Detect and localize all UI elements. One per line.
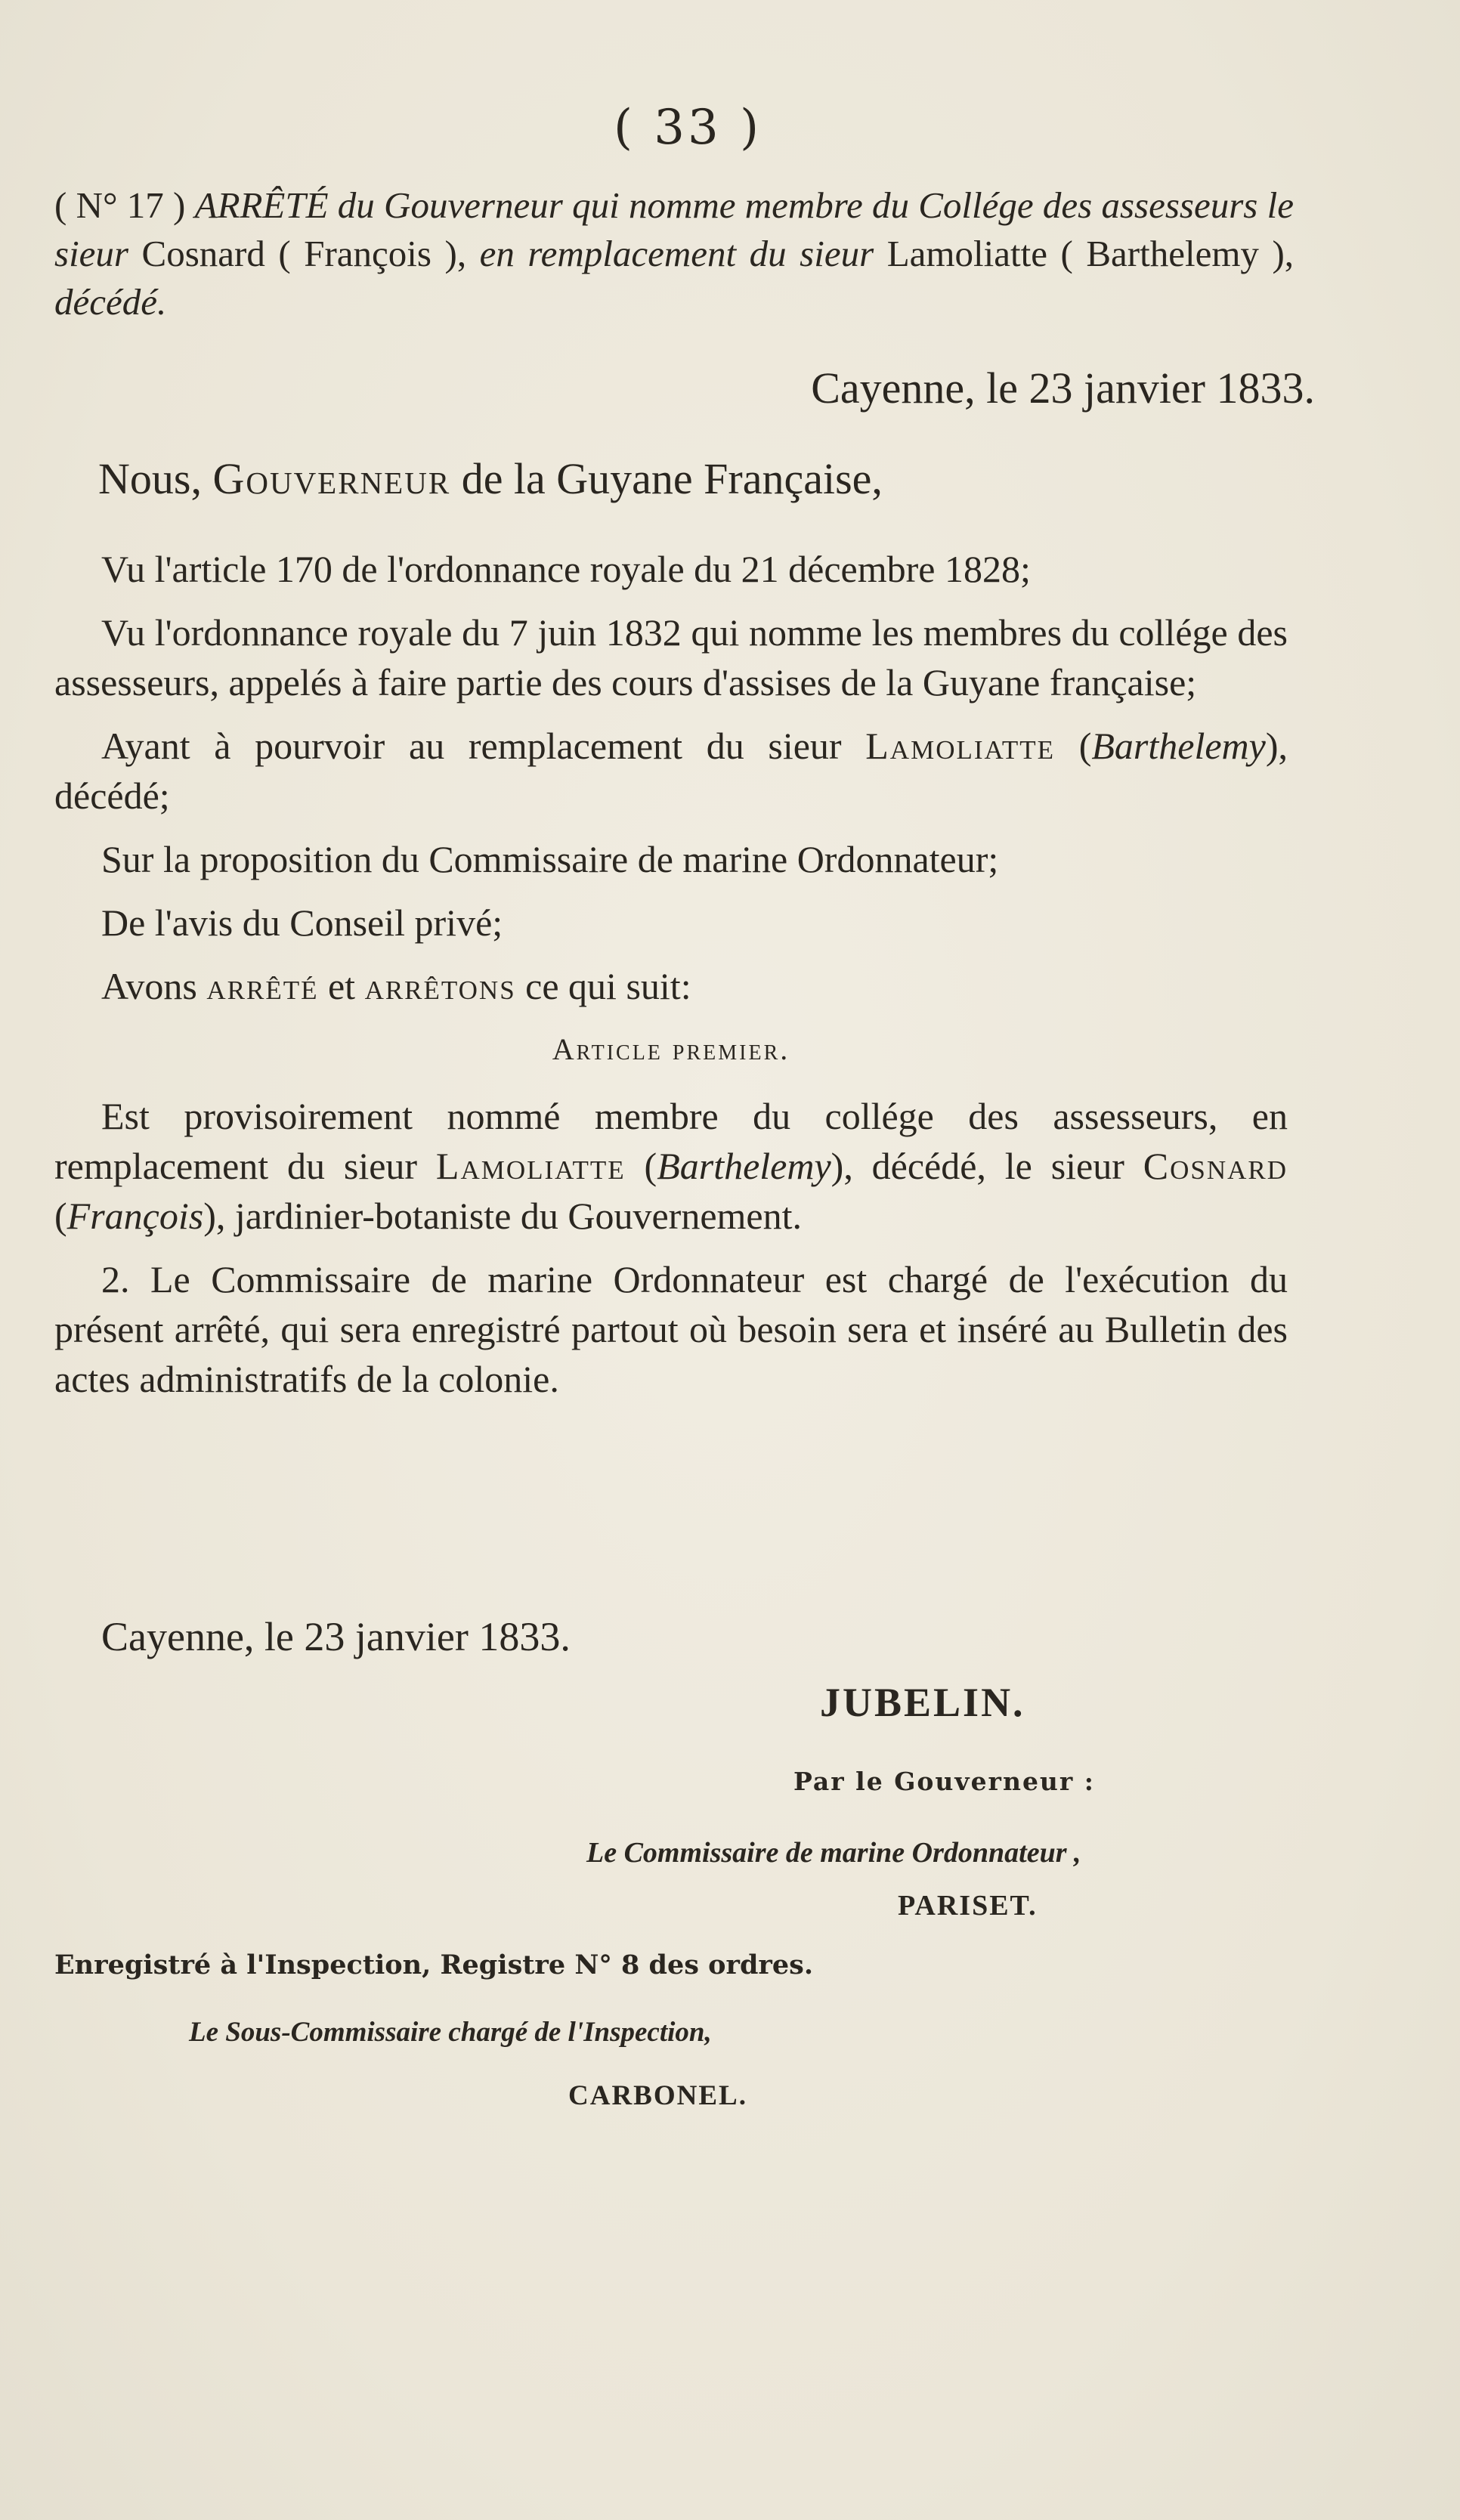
paragraph-vu-article: Vu l'article 170 de l'ordonnance royale du 21 décembre 1828; [101, 548, 1031, 590]
par-le-gouverneur: Par le Gouverneur : [793, 1767, 1095, 1796]
p7-open-2: ( [54, 1195, 67, 1237]
decree-body [54, 544, 1288, 1418]
p3-name: Lamoliatte [865, 725, 1056, 767]
p7-a: Est provisoirement nommé membre du collége des assesseurs, en remplacement du sieur [54, 1095, 1288, 1187]
p7-b: ), décédé, le sieur [831, 1145, 1124, 1187]
paragraph-avis-conseil: De l'avis du Conseil privé; [101, 901, 503, 944]
p3-open: ( [1078, 725, 1092, 767]
decree-heading [54, 181, 1294, 326]
p3-post: ), décédé; [54, 725, 1288, 817]
nous-title: Gouverneur [212, 454, 451, 503]
paragraph-sur-proposition: Sur la proposition du Commissaire de marine Ordonnateur; [101, 838, 999, 880]
sous-commissaire-signature: CARBONEL. [568, 2080, 747, 2111]
heading-text-1: ARRÊTÉ du Gouverneur qui nomme membre du Collége des assesseurs le sieur [54, 184, 1294, 274]
p3-first: Barthelemy [1091, 725, 1266, 767]
p3-pre: Ayant à pourvoir au remplacement du sieur [101, 725, 842, 767]
heading-text-3: décédé. [54, 281, 167, 323]
heading-name-cosnard: Cosnard [141, 233, 265, 274]
heading-text-2: en remplacement du sieur [479, 233, 874, 274]
registration-note: Enregistré à l'Inspection, Registre N° 8 des ordres. [54, 1950, 814, 1980]
date-bottom: Cayenne, le 23 janvier 1833. [101, 1614, 571, 1659]
p6-mid: et [327, 965, 356, 1007]
p7-first-1: Barthelemy [657, 1145, 831, 1187]
date-top: Cayenne, le 23 janvier 1833. [811, 363, 1315, 413]
sous-commissaire-title: Le Sous-Commissaire chargé de l'Inspection, [189, 2017, 712, 2048]
heading-name-lamoliatte: Lamoliatte [886, 233, 1047, 274]
commissaire-title: Le Commissaire de marine Ordonnateur , [586, 1837, 1081, 1869]
paragraph-avons [54, 961, 1288, 1011]
p7-open-1: ( [644, 1145, 657, 1187]
paragraph-article-2: 2. Le Commissaire de marine Ordonnateur est chargé de l'exécution du présent arrêté, qui sera enregistré partout où besoin sera et inséré au Bulletin des actes administratifs de la colonie. [54, 1258, 1288, 1400]
paragraph-article-1 [54, 1091, 1288, 1241]
paragraph-ayant [54, 721, 1288, 821]
commissaire-signature: PARISET. [898, 1890, 1038, 1922]
heading-firstname-francois: ( François ), [278, 233, 467, 274]
p7-first-2: François [67, 1195, 204, 1237]
nous-post: de la Guyane Française, [461, 454, 883, 503]
p6-arretons: arrêtons [364, 965, 516, 1007]
heading-firstname-barthelemy: ( Barthelemy ), [1060, 233, 1295, 274]
p7-name-2: Cosnard [1143, 1145, 1288, 1187]
p7-c: ), jardinier-botaniste du Gouvernement. [203, 1195, 802, 1237]
paragraph-vu-ordonnance: Vu l'ordonnance royale du 7 juin 1832 qui nomme les membres du collége des assesseurs, appelés à faire partie des cours d'assises de la Guyane française; [54, 611, 1288, 703]
p6-post: ce qui suit: [525, 965, 691, 1007]
nous-line [98, 453, 883, 504]
page-number: ( 33 ) [613, 100, 762, 156]
p7-name-1: Lamoliatte [435, 1145, 626, 1187]
p6-arrete: arrêté [206, 965, 319, 1007]
decree-number: ( N° 17 ) [54, 184, 186, 226]
article-heading: Article premier. [552, 1032, 790, 1066]
nous-pre: Nous, [98, 454, 202, 503]
p6-pre: Avons [101, 965, 197, 1007]
governor-signature: JUBELIN. [820, 1680, 1025, 1725]
